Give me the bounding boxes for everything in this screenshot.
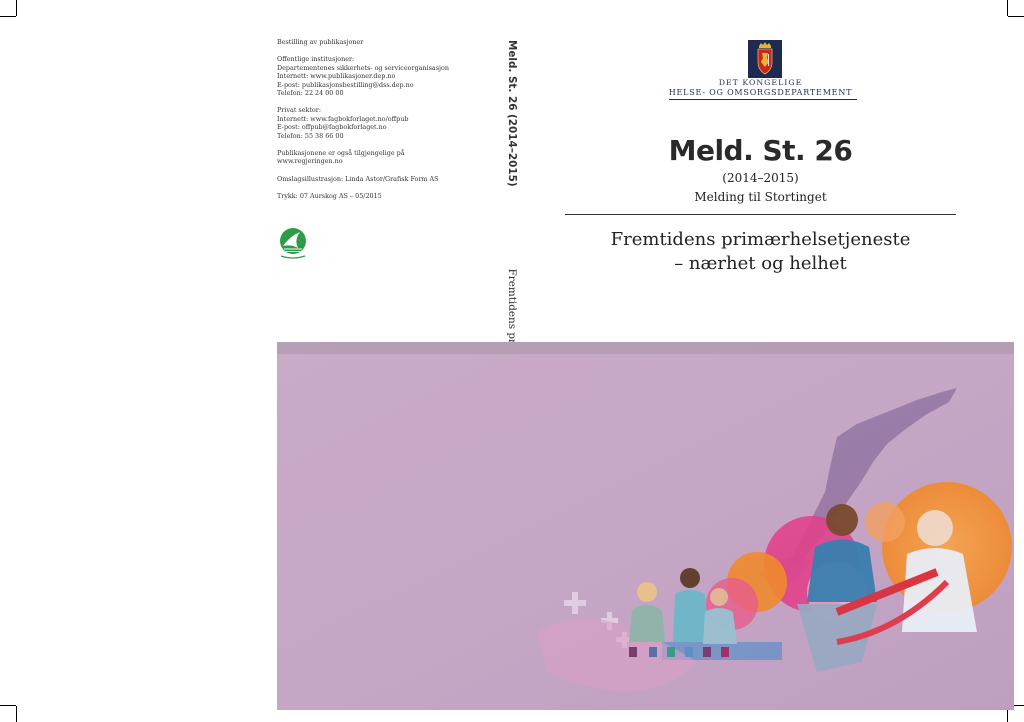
info-line: Departementenes sikkerhets- og serviceorganisasjon: [277, 63, 449, 72]
private-ordering: [277, 106, 487, 140]
print-credit: Trykk: 07 Aurskog AS – 05/2015: [277, 192, 382, 201]
crop-mark: [1007, 0, 1008, 16]
info-line: Publikasjonene er også tilgjengelige på: [277, 149, 405, 158]
info-line: E-post: offpub@fagbokforlaget.no: [277, 123, 387, 132]
ministry-underline: [669, 99, 857, 100]
divider: [565, 214, 956, 215]
title-line2: – nærhet og helhet: [674, 253, 847, 274]
document-type: Melding til Stortinget: [694, 190, 827, 204]
crop-mark: [0, 705, 16, 706]
session-years: (2014–2015): [722, 171, 799, 185]
info-line: E-post: publikasjonsbestilling@dss.dep.no: [277, 80, 414, 89]
availability-note: [277, 149, 487, 166]
ministry-name-line2: HELSE- OG OMSORGSDEPARTEMENT: [668, 88, 853, 97]
info-line: Offentlige institusjoner:: [277, 55, 355, 64]
public-ordering: [277, 55, 487, 97]
info-line: Privat sektor:: [277, 106, 321, 115]
health-collage-illustration-icon: [277, 342, 1014, 710]
crop-mark: [16, 706, 17, 722]
crop-mark: [0, 16, 16, 17]
info-line: Telefon: 55 38 66 00: [277, 131, 344, 140]
info-line: Telefon: 22 24 00 00: [277, 89, 344, 98]
spine-number: Meld. St. 26 (2014–2015): [506, 40, 518, 187]
info-line: www.regjeringen.no: [277, 157, 343, 166]
crop-mark: [1008, 16, 1024, 17]
nordic-swan-ecolabel-icon: [278, 226, 308, 260]
ministry-name-line1: DET KONGELIGE: [718, 78, 803, 87]
back-cover-info: [277, 38, 487, 210]
info-line: Internett: www.publikasjoner.dep.no: [277, 72, 396, 81]
document-number: Meld. St. 26: [668, 134, 853, 167]
illustration-credit: Omslagsillustrasjon: Linda Astor/Grafisk Form AS: [277, 174, 439, 183]
title-line1: Fremtidens primærhelsetjeneste: [610, 229, 911, 250]
info-line: Internett: www.fagbokforlaget.no/offpub: [277, 114, 409, 123]
order-heading: Bestilling av publikasjoner: [277, 38, 364, 46]
crop-mark: [16, 0, 17, 16]
norwegian-coat-of-arms-icon: [748, 40, 782, 78]
